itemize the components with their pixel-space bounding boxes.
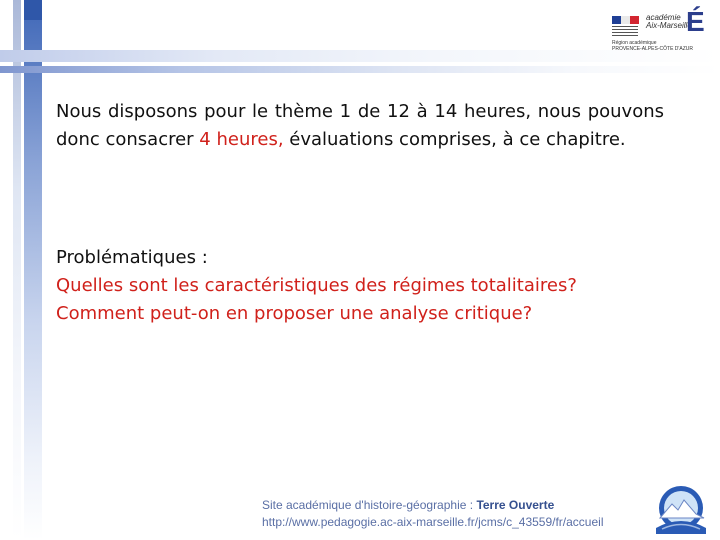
intro-paragraph (56, 98, 664, 154)
decorative-vertical-bar-blue (24, 0, 42, 540)
footer-url-link[interactable]: http://www.pedagogie.ac-aix-marseille.fr/jcms/c_43559/fr/accueil (262, 515, 604, 529)
question-2: Comment peut-on en proposer une analyse critique? (56, 303, 533, 324)
footer (262, 497, 603, 531)
problematiques-heading: Problématiques : (56, 247, 208, 268)
logo-academie-text: académie Aix-Marseille (646, 13, 692, 30)
intro-text-before: Nous disposons pour le thème 1 de 12 à 14 heures, nous pouvons donc consacrer (56, 101, 664, 150)
question-1: Quelles sont les caractéristiques des régimes totalitaires? (56, 275, 577, 296)
academie-logo (612, 6, 712, 52)
decorative-left-bars (0, 0, 40, 540)
terre-ouverte-logo-icon (652, 484, 710, 534)
logo-region-text: Région académique PROVENCE-ALPES-CÔTE D'AZUR (612, 40, 693, 52)
marianne-flag-icon (612, 16, 640, 38)
problematiques-block (56, 244, 676, 328)
footer-site-line (262, 497, 603, 514)
intro-highlight: 4 heures, (199, 129, 284, 150)
intro-text-after: évaluations comprises, à ce chapitre. (283, 129, 626, 150)
footer-site-name: Terre Ouverte (476, 498, 555, 512)
logo-e-letter: É (686, 6, 705, 37)
decorative-vertical-bar-light (13, 0, 21, 540)
decorative-horizontal-bar-blue (0, 66, 720, 73)
footer-site-prefix: Site académique d'histoire-géographie : (262, 498, 477, 512)
decorative-bar-cap (24, 0, 42, 20)
